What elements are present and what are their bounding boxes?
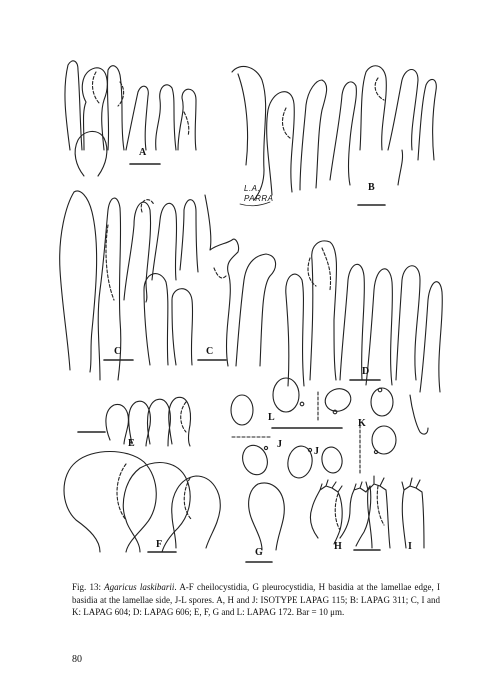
page-number: 80 — [72, 654, 82, 665]
panel-label-f: F — [156, 539, 163, 550]
group-g-cell — [249, 483, 285, 550]
signature-line-1: L.A. — [244, 184, 261, 193]
panel-label-j1: J — [277, 439, 282, 450]
panel-label-d: D — [362, 366, 370, 377]
panel-label-g: G — [255, 547, 263, 558]
group-a-cells — [65, 61, 196, 176]
panel-label-k: K — [358, 418, 366, 429]
panel-label-c2: C — [206, 346, 214, 357]
group-e-cells — [106, 397, 191, 446]
figure-caption — [72, 581, 440, 619]
group-c-cells — [60, 191, 198, 380]
caption-prefix: Fig. 13: — [72, 582, 105, 592]
panel-label-b: B — [368, 182, 375, 193]
panel-label-h: H — [334, 541, 342, 552]
group-i-basidia — [366, 476, 424, 548]
panel-label-l: L — [268, 412, 275, 423]
panel-label-e: E — [128, 438, 135, 449]
group-b-cells — [232, 66, 436, 200]
caption-species: Agaricus laskibarii — [104, 582, 175, 592]
group-d-cells — [286, 241, 443, 434]
panel-label-a: A — [139, 147, 147, 158]
panel-label-j2: J — [314, 446, 319, 457]
panel-label-c1: C — [114, 346, 122, 357]
illustrator-signature — [244, 184, 273, 204]
group-f-cells — [64, 452, 220, 553]
spores — [231, 378, 396, 480]
caption-text: . A-F cheilocystidia, G pleurocystidia, H basidia at the lamellae edge, I basidia at the lamellae side, J-L spores. A, H and J: ISOTYPE LAPAG 115; B: LAPAG 311; C, I and K: LAPAG 604; D: LAPAG 606; E, F, G and L: LAPAG 172. Bar = 10 μm. — [72, 582, 440, 617]
panel-label-i: I — [408, 541, 412, 552]
group-h-basidia — [310, 480, 370, 546]
group-c2-cells — [205, 195, 276, 366]
signature-line-2: PARRA — [244, 194, 274, 203]
